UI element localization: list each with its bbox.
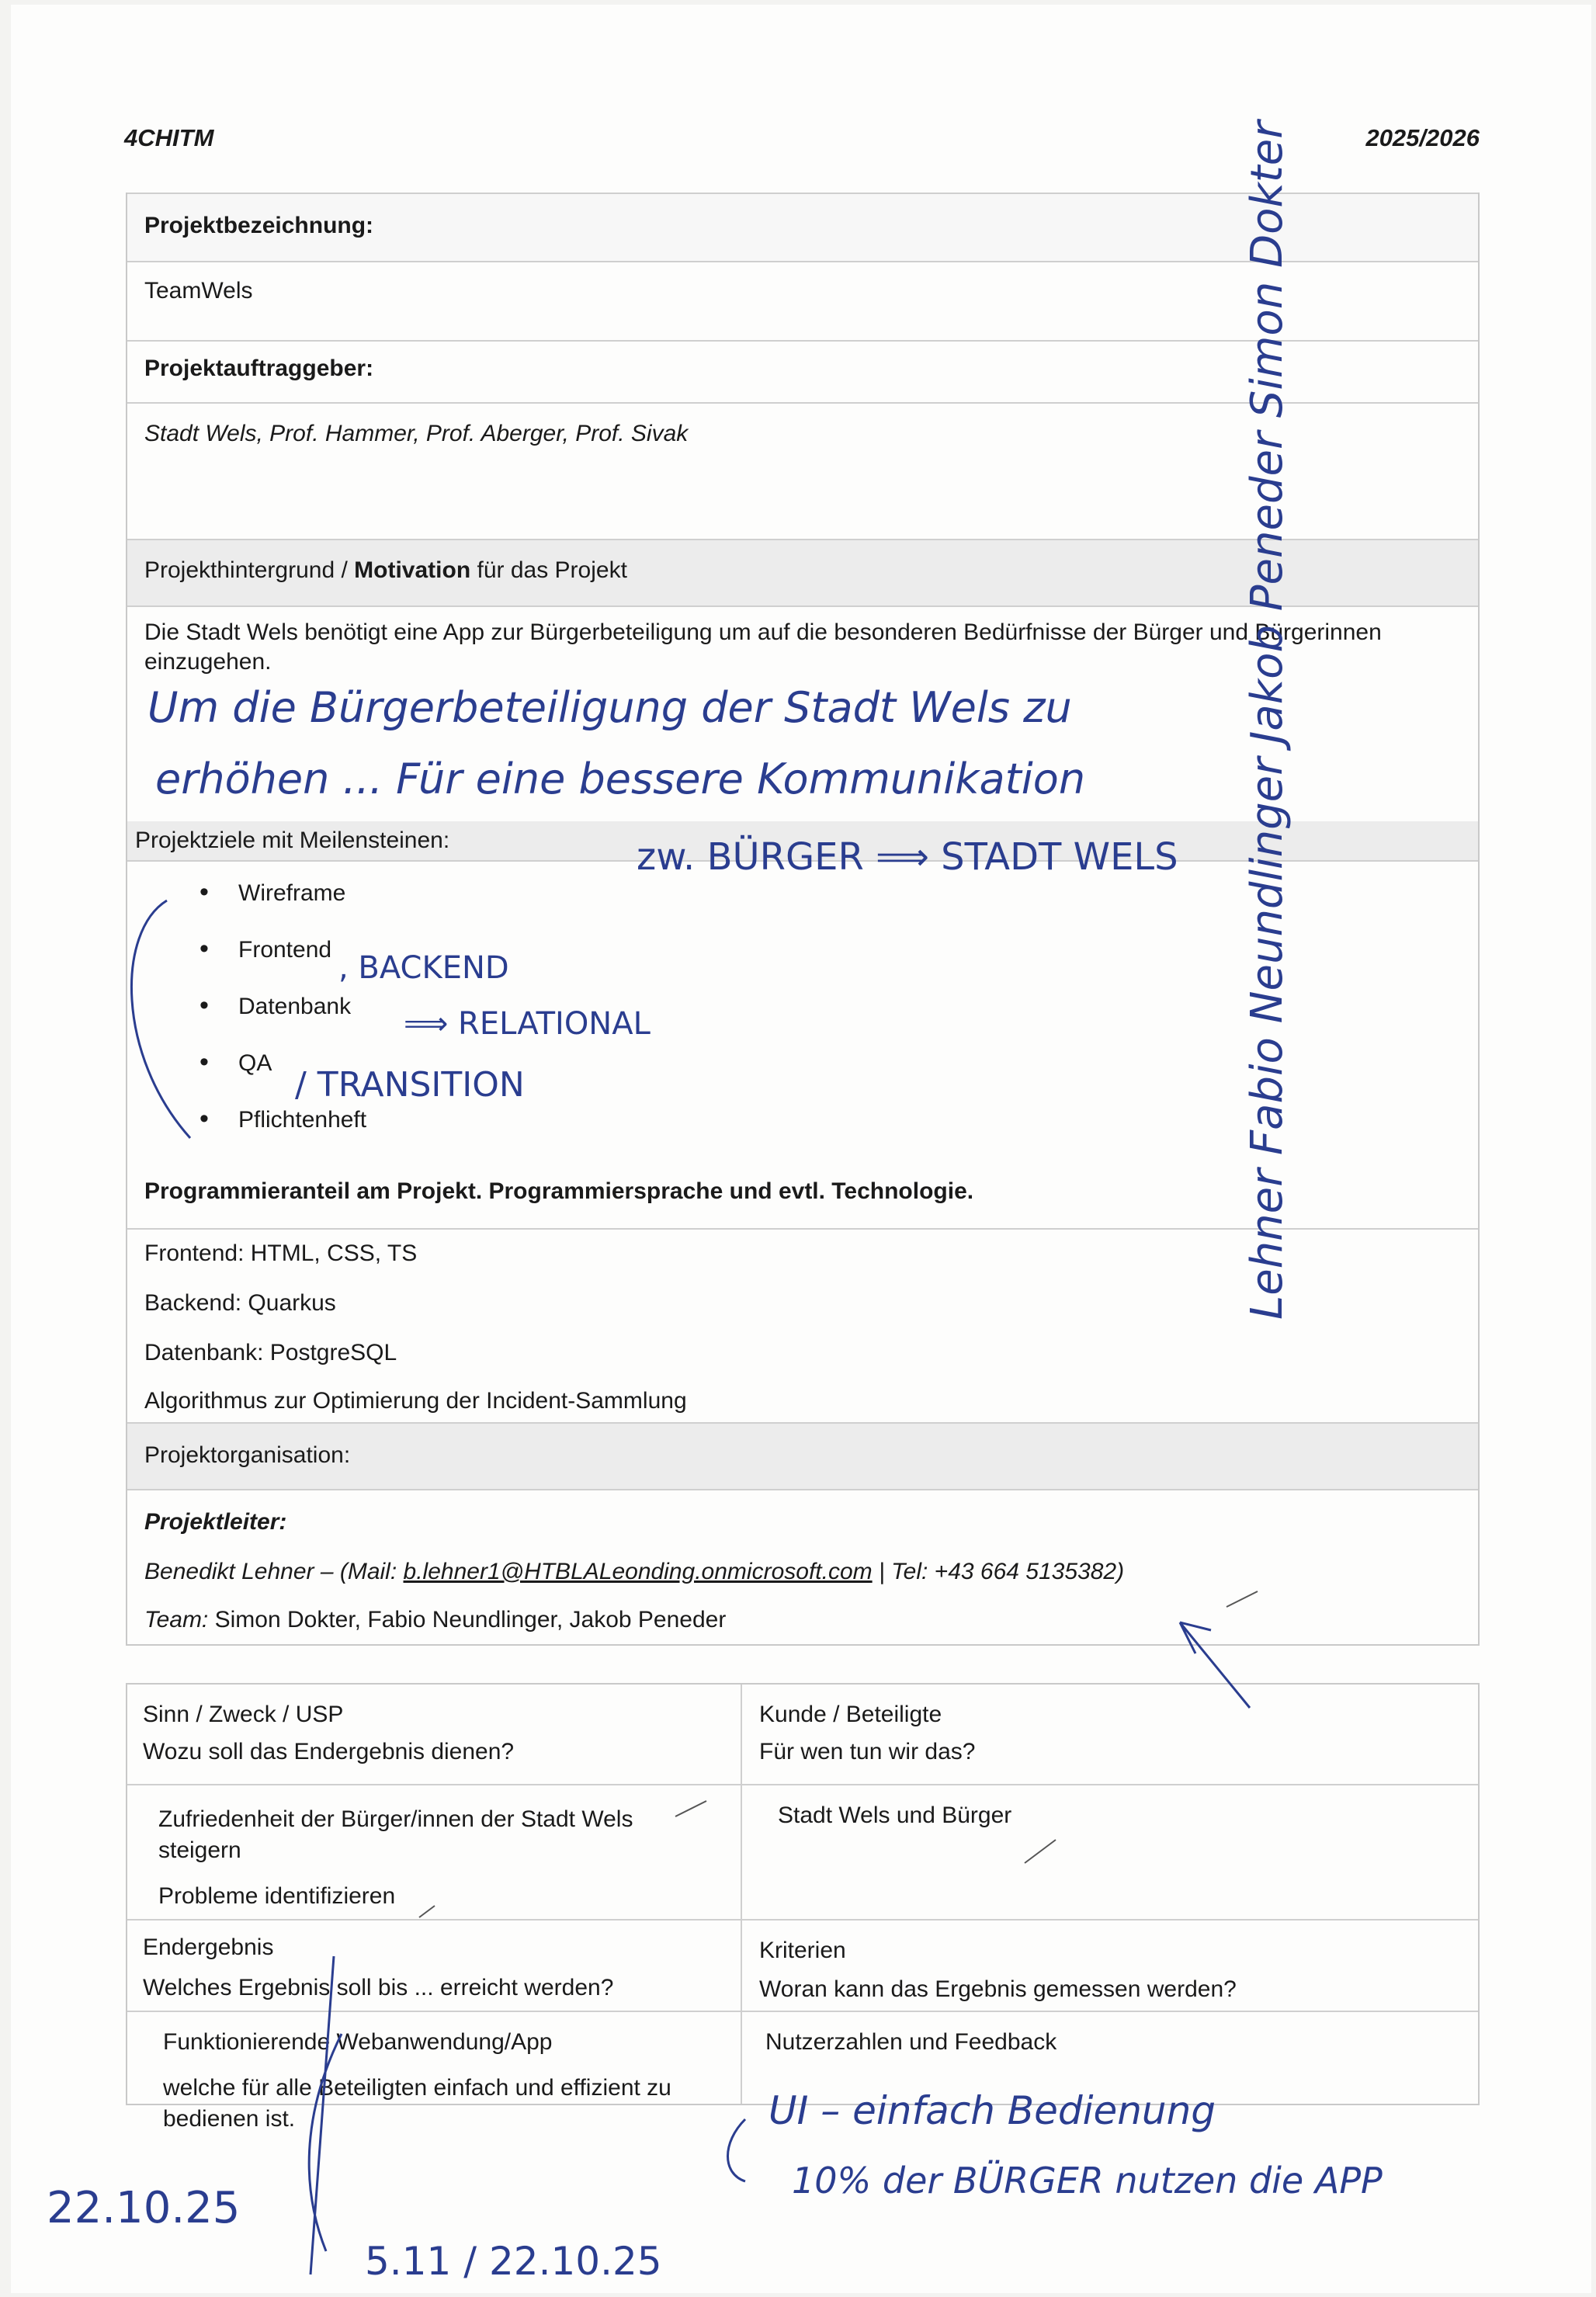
criteria-answer: Nutzerzahlen und Feedback: [765, 2029, 1057, 2055]
org-label: Projektorganisation:: [144, 1442, 351, 1468]
result-question: Welches Ergebnis soll bis ... erreicht werden?: [143, 1975, 614, 2000]
team-line: Team: Simon Dokter, Fabio Neundlinger, Jakob Peneder: [144, 1607, 727, 1633]
purpose-title: Sinn / Zweck / USP: [143, 1702, 344, 1727]
name-label: Projektbezeichnung:: [144, 213, 374, 238]
result-title: Endergebnis: [143, 1934, 274, 1960]
handwriting-ui-note: UI – einfach Bedienung: [769, 2088, 1216, 2133]
result-answer-2: welche für alle Beteiligten einfach und effizient zu bedienen ist.: [163, 2075, 671, 2132]
leader-email-link[interactable]: b.lehner1@HTBLALeonding.onmicrosoft.com: [403, 1559, 873, 1584]
year-header: 2025/2026: [1365, 124, 1480, 151]
tick-mark: [1226, 1591, 1258, 1607]
handwriting-transition: / TRANSITION: [295, 1065, 525, 1105]
goal-item: • Wireframe: [238, 880, 345, 907]
tech-item: Backend: Quarkus: [144, 1290, 336, 1316]
purpose-answer: Zufriedenheit der Bürger/innen der Stadt Wels steigern: [158, 1806, 633, 1863]
background-text: Die Stadt Wels benötigt eine App zur Bürgerbeteiligung um auf die besonderen Bedürfnisse der Bürger und Bürgerinnen einzugehen.: [144, 619, 1382, 675]
purpose-answer-2: Probleme identifizieren: [158, 1883, 396, 1909]
client-label: Projektauftraggeber:: [144, 356, 374, 381]
bracket-stroke: [131, 900, 190, 1138]
pen-scribble: [309, 1956, 342, 2274]
arrow-stroke: [1180, 1622, 1250, 1708]
goal-item: • Datenbank: [238, 994, 351, 1020]
goal-item: • QA: [238, 1050, 272, 1077]
customer-question: Für wen tun wir das?: [759, 1739, 976, 1764]
leader-label: Projektleiter:: [144, 1509, 287, 1535]
handwriting-date-bottom: 5.11 / 22.10.25: [365, 2239, 662, 2284]
paren-stroke: [728, 2119, 746, 2181]
tech-item: Datenbank: PostgreSQL: [144, 1340, 397, 1365]
customer-answer: Stadt Wels und Bürger: [778, 1803, 1012, 1828]
handwriting-usage-note: 10% der BÜRGER nutzen die APP: [792, 2160, 1383, 2202]
tick-mark: [419, 1801, 1056, 1917]
criteria-title: Kriterien: [759, 1938, 846, 1963]
purpose-question: Wozu soll das Endergebnis dienen?: [143, 1739, 515, 1764]
criteria-question: Woran kann das Ergebnis gemessen werden?: [759, 1976, 1237, 2002]
handwriting-margin-signatures: Lehner Fabio Neundlinger Jakob Peneder Simon Dokter: [1242, 120, 1292, 1320]
handwriting-line-3: zw. BÜRGER ⟹ STADT WELS: [637, 835, 1178, 879]
programming-label: Programmieranteil am Projekt. Programmiersprache und evtl. Technologie.: [144, 1178, 974, 1204]
background-label: Projekthintergrund / Motivation für das Projekt: [144, 557, 627, 583]
handwriting-date-left: 22.10.25: [47, 2183, 241, 2233]
result-answer: Funktionierende Webanwendung/App: [163, 2029, 553, 2055]
handwriting-relational: ⟹ RELATIONAL: [404, 1006, 651, 1042]
customer-title: Kunde / Beteiligte: [759, 1702, 942, 1727]
goal-item: • Frontend: [238, 937, 331, 963]
goal-item: • Pflichtenheft: [238, 1107, 366, 1133]
tech-item: Algorithmus zur Optimierung der Incident-Sammlung: [144, 1388, 687, 1414]
class-header: 4CHITM: [124, 124, 214, 151]
client-value: Stadt Wels, Prof. Hammer, Prof. Aberger, Prof. Sivak: [144, 421, 689, 446]
tech-item: Frontend: HTML, CSS, TS: [144, 1240, 418, 1266]
name-value: TeamWels: [144, 278, 253, 304]
handwriting-line-2: erhöhen ... Für eine bessere Kommunikation: [155, 755, 1086, 803]
leader-line: Benedikt Lehner – (Mail: b.lehner1@HTBLALeonding.onmicrosoft.com | Tel: +43 664 5135382): [144, 1559, 1125, 1584]
handwriting-line-1: Um die Bürgerbeteiligung der Stadt Wels zu: [147, 683, 1072, 732]
handwriting-backend: , BACKEND: [338, 950, 509, 986]
goals-label: Projektziele mit Meilensteinen:: [135, 828, 450, 853]
